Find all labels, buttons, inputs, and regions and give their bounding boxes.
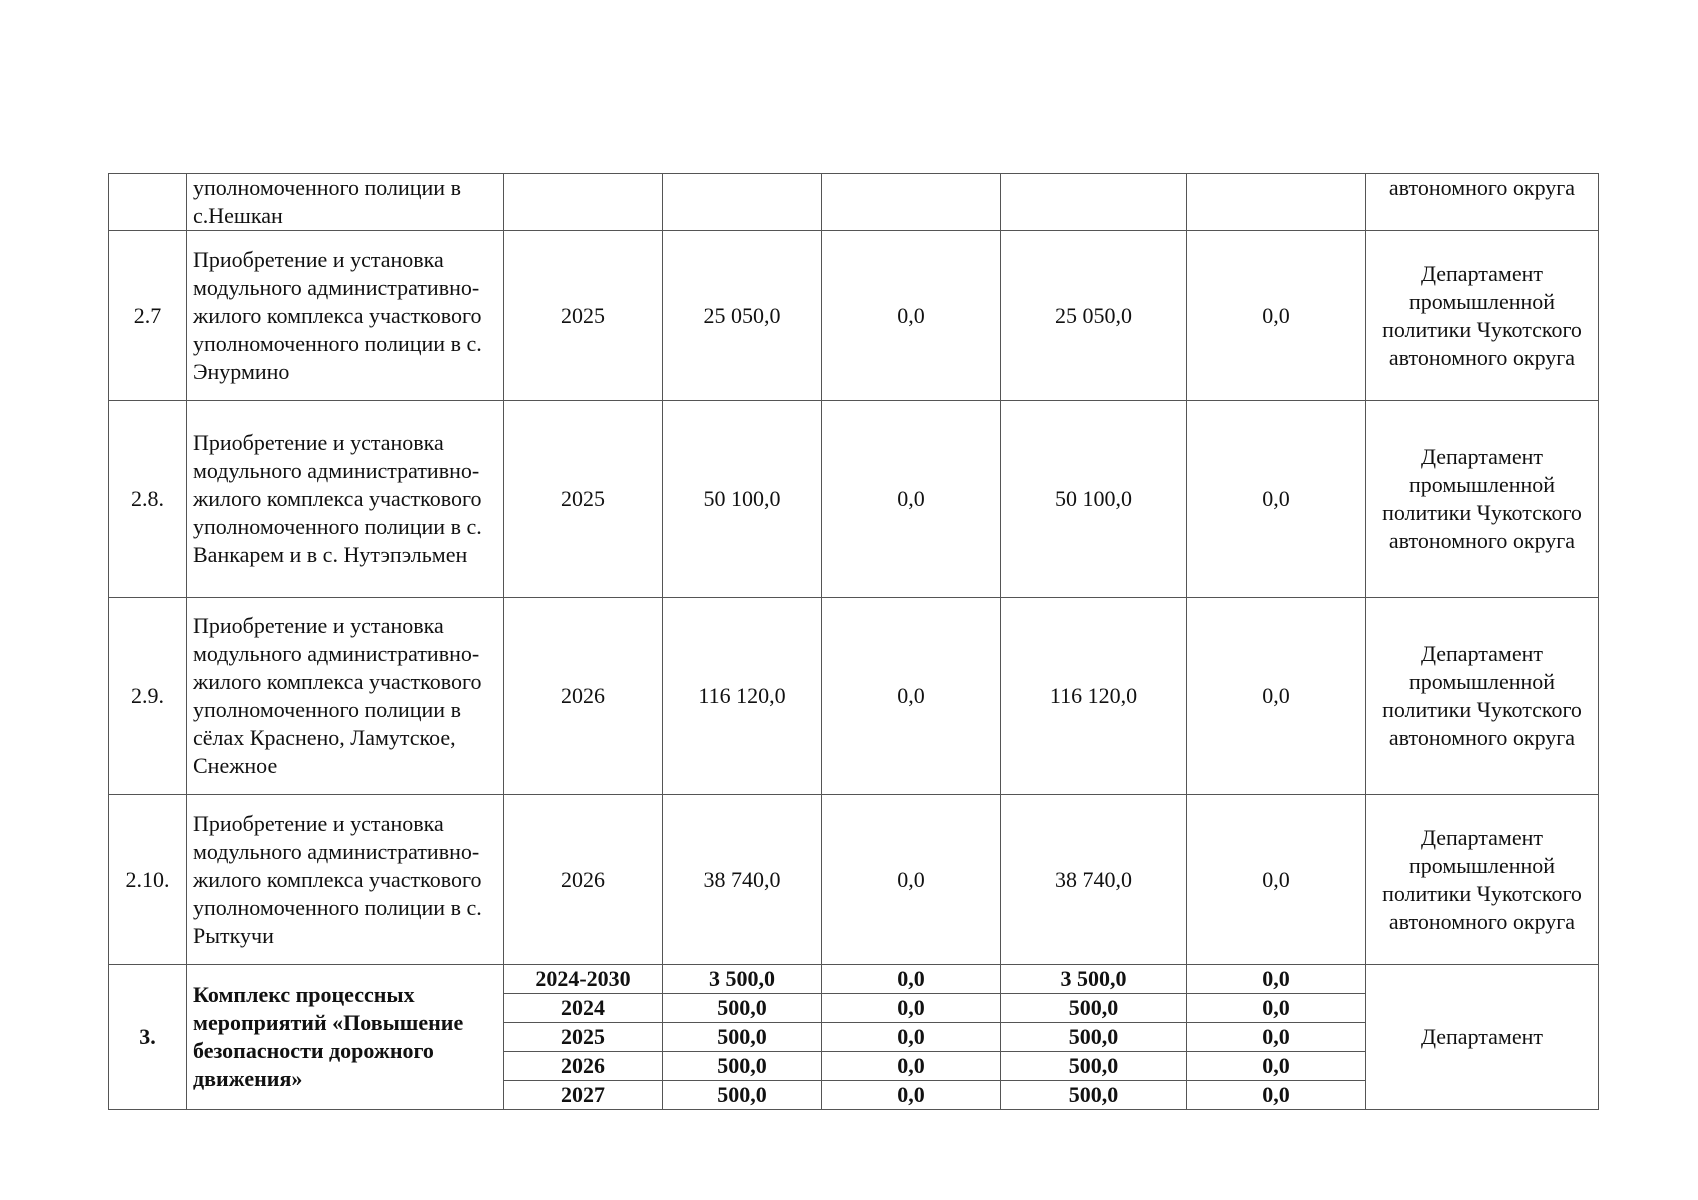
federal-cell: 0,0 (822, 1023, 1001, 1052)
table-row (109, 231, 1599, 401)
year-cell: 2026 (504, 1052, 663, 1081)
total-cell: 116 120,0 (663, 598, 822, 795)
other-cell: 0,0 (1187, 1081, 1366, 1110)
activity-name: уполномоченного полиции в с.Нешкан (187, 174, 504, 231)
federal-cell: 0,0 (822, 1081, 1001, 1110)
regional-cell: 500,0 (1001, 1081, 1187, 1110)
federal-cell (822, 174, 1001, 231)
regional-cell: 500,0 (1001, 1023, 1187, 1052)
year-cell: 2025 (504, 401, 663, 598)
year-cell: 2024 (504, 994, 663, 1023)
federal-cell: 0,0 (822, 1052, 1001, 1081)
table-row (109, 795, 1599, 965)
year-cell: 2024-2030 (504, 965, 663, 994)
row-number: 3. (109, 965, 187, 1110)
total-cell: 38 740,0 (663, 795, 822, 965)
table-row (109, 598, 1599, 795)
total-cell: 500,0 (663, 1081, 822, 1110)
total-cell: 3 500,0 (663, 965, 822, 994)
total-cell (663, 174, 822, 231)
executor-cell: Департамент промышленной политики Чукотского автономного округа (1366, 795, 1599, 965)
year-cell: 2027 (504, 1081, 663, 1110)
other-cell: 0,0 (1187, 994, 1366, 1023)
row-number: 2.8. (109, 401, 187, 598)
other-cell: 0,0 (1187, 231, 1366, 401)
executor-cell: Департамент промышленной политики Чукотского автономного округа (1366, 401, 1599, 598)
other-cell: 0,0 (1187, 401, 1366, 598)
other-cell: 0,0 (1187, 795, 1366, 965)
year-cell: 2025 (504, 1023, 663, 1052)
activity-name: Приобретение и установка модульного административно-жилого комплекса участкового уполномоченного полиции в с. Ванкарем и в с. Нутэпэльмен (187, 401, 504, 598)
executor-cell: Департамент промышленной политики Чукотского автономного округа (1366, 231, 1599, 401)
activity-name: Приобретение и установка модульного административно-жилого комплекса участкового уполномоченного полиции в сёлах Краснено, Ламутское, Снежное (187, 598, 504, 795)
other-cell: 0,0 (1187, 1023, 1366, 1052)
table-row (109, 965, 1599, 994)
program-activities-table (108, 173, 1599, 1110)
total-cell: 50 100,0 (663, 401, 822, 598)
other-cell (1187, 174, 1366, 231)
federal-cell: 0,0 (822, 231, 1001, 401)
regional-cell: 500,0 (1001, 1052, 1187, 1081)
regional-cell: 50 100,0 (1001, 401, 1187, 598)
other-cell: 0,0 (1187, 598, 1366, 795)
row-number: 2.9. (109, 598, 187, 795)
total-cell: 500,0 (663, 1023, 822, 1052)
regional-cell: 25 050,0 (1001, 231, 1187, 401)
regional-cell (1001, 174, 1187, 231)
year-cell: 2026 (504, 598, 663, 795)
row-number: 2.10. (109, 795, 187, 965)
year-cell (504, 174, 663, 231)
federal-cell: 0,0 (822, 795, 1001, 965)
federal-cell: 0,0 (822, 598, 1001, 795)
executor-cell: Департамент (1366, 965, 1599, 1110)
row-number: 2.7 (109, 231, 187, 401)
activity-name: Приобретение и установка модульного административно-жилого комплекса участкового уполномоченного полиции в с. Рыткучи (187, 795, 504, 965)
total-cell: 25 050,0 (663, 231, 822, 401)
year-cell: 2025 (504, 231, 663, 401)
regional-cell: 38 740,0 (1001, 795, 1187, 965)
other-cell: 0,0 (1187, 965, 1366, 994)
regional-cell: 500,0 (1001, 994, 1187, 1023)
executor-cell: Департамент промышленной политики Чукотского автономного округа (1366, 598, 1599, 795)
table-row (109, 174, 1599, 231)
federal-cell: 0,0 (822, 965, 1001, 994)
table-row (109, 401, 1599, 598)
row-number (109, 174, 187, 231)
executor-cell: автономного округа (1366, 174, 1599, 231)
regional-cell: 116 120,0 (1001, 598, 1187, 795)
federal-cell: 0,0 (822, 401, 1001, 598)
other-cell: 0,0 (1187, 1052, 1366, 1081)
activity-name: Комплекс процессных мероприятий «Повышение безопасности дорожного движения» (187, 965, 504, 1110)
total-cell: 500,0 (663, 1052, 822, 1081)
regional-cell: 3 500,0 (1001, 965, 1187, 994)
federal-cell: 0,0 (822, 994, 1001, 1023)
year-cell: 2026 (504, 795, 663, 965)
total-cell: 500,0 (663, 994, 822, 1023)
activity-name: Приобретение и установка модульного административно-жилого комплекса участкового уполномоченного полиции в с. Энурмино (187, 231, 504, 401)
